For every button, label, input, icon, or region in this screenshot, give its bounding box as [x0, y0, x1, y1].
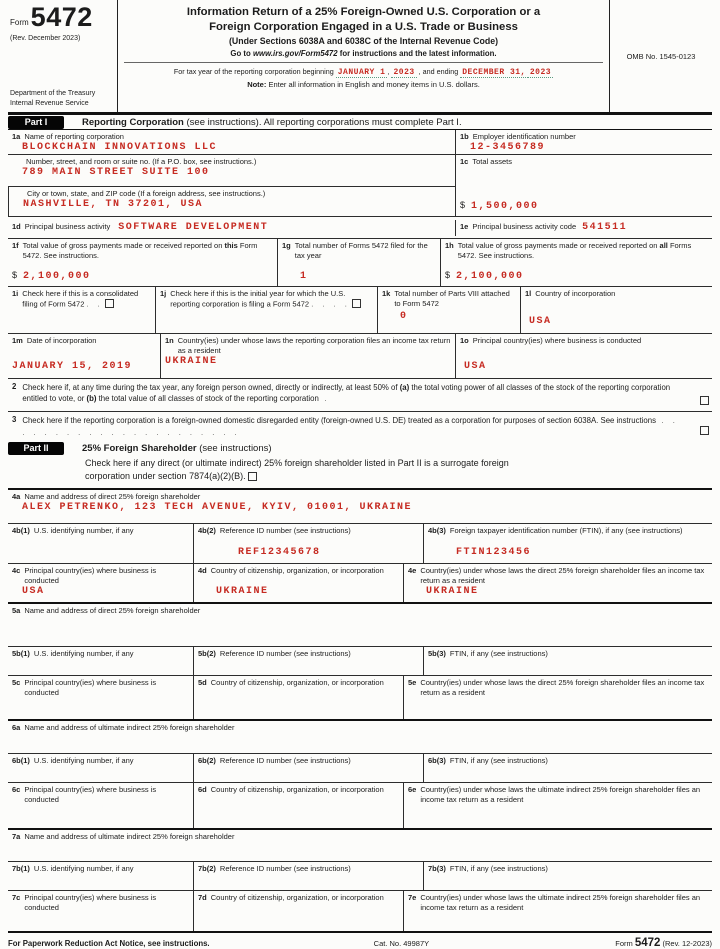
field-1b-label: Employer identification number: [472, 132, 576, 141]
form-revision: (Rev. December 2023): [10, 35, 81, 42]
field-1l-num: 1l: [525, 289, 532, 298]
field-7a: [8, 830, 712, 861]
line2-t2: the total voting power of all classes of the stock of the reporting corporation entitled to vote, or: [22, 383, 671, 404]
field-1l-value[interactable]: USA: [529, 316, 552, 327]
field-6d: [193, 783, 403, 828]
field-5b1-num: 5b(1): [12, 649, 30, 659]
checkbox-surrogate[interactable]: [248, 472, 257, 481]
field-1i-label: Check here if this is a consolidated filing of Form 5472: [22, 289, 139, 309]
field-7b3-num: 7b(3): [428, 864, 446, 874]
field-7e: [403, 891, 712, 931]
field-4e-label: Country(ies) under whose laws the direct 25% foreign shareholder files an income tax return as a resident: [420, 566, 705, 586]
part1-title: [82, 117, 462, 128]
field-1a-value[interactable]: BLOCKCHAIN INNOVATIONS LLC: [22, 142, 218, 154]
field-5c-num: 5c: [12, 678, 21, 688]
field-4b1: [8, 524, 193, 563]
part2-title-bold: 25% Foreign Shareholder: [82, 442, 197, 454]
field-4a: [8, 490, 712, 523]
field-7b2: [193, 862, 423, 890]
field-1m: [8, 334, 160, 378]
field-1j-num: 1j: [160, 289, 167, 298]
omb-block: [610, 0, 712, 112]
form-title-block: [118, 0, 610, 112]
field-5c: [8, 676, 193, 719]
checkbox-1j-initial-year[interactable]: [352, 299, 361, 308]
field-1l-label: Country of incorporation: [535, 289, 616, 298]
field-1c-label: Total assets: [472, 157, 512, 166]
field-1e-num: 1e: [460, 221, 469, 231]
field-city-label: City or town, state, and ZIP code (If a foreign address, see instructions.): [27, 189, 266, 198]
irs-url: www.irs.gov/Form5472: [252, 49, 338, 59]
field-7e-num: 7e: [408, 893, 417, 903]
field-7c: [8, 891, 193, 931]
field-5b3-num: 5b(3): [428, 649, 446, 659]
field-1g-num: 1g: [282, 241, 291, 250]
checkbox-line3-disregarded-entity[interactable]: [700, 426, 709, 435]
field-6e-num: 6e: [408, 785, 417, 795]
form-number-block: [8, 0, 118, 112]
field-1f-label-bold: this: [224, 241, 238, 250]
field-6c-num: 6c: [12, 785, 21, 795]
footer-revision: (Rev. 12-2023): [660, 939, 712, 949]
field-7b1-num: 7b(1): [12, 864, 30, 874]
field-4d: [193, 564, 403, 602]
surrogate-line1: Check here if any direct (or ultimate indirect) 25% foreign shareholder listed in Part II is a surrogate foreign: [85, 458, 509, 468]
field-7d-num: 7d: [198, 893, 207, 903]
form-header: [8, 0, 712, 115]
field-6b2-num: 6b(2): [198, 756, 216, 766]
row-4a: [8, 490, 712, 524]
field-1m-value[interactable]: JANUARY 15, 2019: [12, 361, 133, 372]
field-1k-num: 1k: [382, 289, 391, 298]
field-1n: [160, 334, 455, 378]
field-5a-num: 5a: [12, 606, 21, 616]
field-4c-label: Principal country(ies) where business is conducted: [24, 566, 157, 586]
field-4d-label: Country of citizenship, organization, or incorporation: [210, 566, 384, 576]
field-1f: [8, 239, 277, 286]
agency-block: [10, 89, 113, 109]
field-1b-num: 1b: [460, 132, 469, 141]
line2-text: [22, 382, 708, 409]
field-6b2-label: Reference ID number (see instructions): [219, 756, 351, 766]
line2-t3: the total value of all classes of stock of the reporting corporation: [96, 394, 319, 404]
field-1k: [377, 287, 520, 333]
field-5e: [403, 676, 712, 719]
field-1e: [455, 220, 712, 236]
field-1m-num: 1m: [12, 336, 23, 345]
field-7d-label: Country of citizenship, organization, or incorporation: [210, 893, 384, 903]
goto-prefix: Go to: [230, 49, 253, 59]
field-4c-num: 4c: [12, 566, 21, 576]
field-7a-label: Name and address of ultimate indirect 25% foreign shareholder: [24, 832, 235, 842]
field-4c: [8, 564, 193, 602]
field-1h-value[interactable]: 2,100,000: [456, 271, 524, 282]
line3-text: [22, 415, 708, 439]
field-4b3: [423, 524, 712, 563]
tax-year-line: [124, 62, 603, 77]
field-1j-label: Check here if this is the initial year for which the U.S. reporting corporation is filing a Form 5472: [170, 289, 346, 309]
row-5c: [8, 676, 712, 721]
tax-year-begin-field[interactable]: JANUARY 1: [337, 68, 386, 78]
field-1f-label-rest: Form 5472. See instructions.: [22, 241, 258, 261]
row-line3: [8, 412, 712, 441]
part1-title-rest: (see instructions). All reporting corporations must complete Part I.: [183, 116, 462, 128]
field-1o-label: Principal country(ies) where business is conducted: [472, 336, 642, 345]
field-6d-label: Country of citizenship, organization, or incorporation: [210, 785, 384, 795]
field-7e-label: Country(ies) under whose laws the ultimate indirect 25% foreign shareholder files an income tax return as a resident: [420, 893, 701, 913]
surrogate-line2: corporation under section 7874(a)(2)(B).: [85, 471, 246, 482]
field-1d-value[interactable]: SOFTWARE DEVELOPMENT: [118, 221, 269, 233]
field-1a-label: Name of reporting corporation: [24, 132, 124, 141]
row-line2: [8, 379, 712, 412]
paperwork-notice: For Paperwork Reduction Act Notice, see instructions.: [8, 938, 210, 948]
tax-year-sep: ,: [387, 67, 392, 77]
field-1h-label: Total value of gross payments made or received reported on: [457, 241, 660, 250]
part2-badge: Part II: [8, 442, 64, 455]
field-6a-label: Name and address of ultimate indirect 25% foreign shareholder: [24, 723, 235, 733]
field-address-value[interactable]: 789 MAIN STREET SUITE 100: [22, 167, 210, 179]
checkbox-1i-consolidated[interactable]: [105, 299, 114, 308]
field-7b3-label: FTIN, if any (see instructions): [449, 864, 548, 874]
field-1b: [455, 130, 712, 154]
field-1e-value[interactable]: 541511: [582, 221, 628, 233]
form-word: Form: [10, 18, 29, 27]
field-5d-label: Country of citizenship, organization, or incorporation: [210, 678, 384, 688]
field-1m-label: Date of incorporation: [26, 336, 97, 345]
tax-year-mid: , and ending: [418, 67, 459, 77]
field-4b2: [193, 524, 423, 563]
form-subtitle: (Under Sections 6038A and 6038C of the Internal Revenue Code): [228, 36, 499, 47]
field-4a-num: 4a: [12, 492, 21, 502]
agency-line-2: Internal Revenue Service: [10, 100, 89, 108]
field-4b3-label: Foreign taxpayer identification number (FTIN), if any (see instructions): [449, 526, 683, 536]
row-5a: [8, 604, 712, 647]
field-6b2: [193, 754, 423, 782]
field-5b3-label: FTIN, if any (see instructions): [449, 649, 548, 659]
field-6b3-num: 6b(3): [428, 756, 446, 766]
form-title-line2: Foreign Corporation Engaged in a U.S. Trade or Business: [209, 20, 518, 33]
dollar-sign: $: [445, 270, 451, 280]
surrogate-line2-wrap: [85, 470, 712, 483]
field-1g-value[interactable]: 1: [300, 271, 308, 282]
row-1m: [8, 334, 712, 379]
field-1h: [440, 239, 712, 286]
form-title: [124, 5, 603, 34]
field-1h-label-bold: all: [659, 241, 668, 250]
dot-leader: . . . .: [311, 299, 351, 309]
field-5c-label: Principal country(ies) where business is conducted: [24, 678, 157, 698]
field-7a-num: 7a: [12, 832, 21, 842]
part2-title-rest: (see instructions): [196, 442, 272, 454]
field-1a: [8, 130, 455, 154]
field-1l: [520, 287, 712, 333]
surrogate-section: [8, 455, 712, 490]
field-4a-value[interactable]: ALEX PETRENKO, 123 TECH AVENUE, KYIV, 01001, UKRAINE: [22, 502, 413, 514]
field-1c: [455, 155, 712, 216]
field-1f-value[interactable]: 2,100,000: [23, 271, 91, 282]
field-6a-num: 6a: [12, 723, 21, 733]
field-7b3: [423, 862, 712, 890]
catalog-number: Cat. No. 49987Y: [373, 938, 430, 948]
field-6b3-label: FTIN, if any (see instructions): [449, 756, 548, 766]
field-4e-num: 4e: [408, 566, 417, 576]
field-4d-value[interactable]: UKRAINE: [216, 586, 269, 598]
form-number: 5472: [30, 2, 93, 32]
field-5d-num: 5d: [198, 678, 207, 688]
dot-leader: .: [318, 394, 330, 404]
field-5b2-num: 5b(2): [198, 649, 216, 659]
field-7c-label: Principal country(ies) where business is conducted: [24, 893, 157, 913]
footer-form-id: [505, 937, 712, 949]
form-footer: [8, 931, 712, 949]
line3-num: 3: [12, 415, 17, 424]
tax-year-end-field[interactable]: DECEMBER 31,: [462, 68, 526, 78]
field-1n-label: Country(ies) under whose laws the reporting corporation files an income tax return as a resident: [177, 336, 451, 356]
field-7b1-label: U.S. identifying number, if any: [33, 864, 134, 874]
row-7c: [8, 891, 712, 931]
field-6b1: [8, 754, 193, 782]
field-4b1-label: U.S. identifying number, if any: [33, 526, 134, 536]
field-1k-label: Total number of Parts VIII attached to Form 5472: [394, 289, 510, 309]
field-7b2-label: Reference ID number (see instructions): [219, 864, 351, 874]
row-7b: [8, 862, 712, 891]
field-address: [8, 155, 455, 187]
field-7c-num: 7c: [12, 893, 21, 903]
field-4b2-value[interactable]: REF12345678: [238, 547, 321, 559]
dollar-sign: $: [460, 200, 466, 210]
line3-t1: Check here if the reporting corporation is a foreign-owned domestic disregarded entity (foreign-owned U.S. DE) treated as a corporation for purposes of section 6038A. See instructions: [22, 416, 656, 425]
part1-badge: Part I: [8, 116, 64, 129]
note-line: [124, 80, 603, 89]
field-5b3: [423, 647, 712, 675]
field-1h-label-rest: Forms 5472. See instructions.: [457, 241, 692, 261]
field-4b2-num: 4b(2): [198, 526, 216, 536]
line2-bold-a: (a): [399, 383, 410, 392]
field-4b2-label: Reference ID number (see instructions): [219, 526, 351, 536]
field-5b1: [8, 647, 193, 675]
field-5a-label: Name and address of direct 25% foreign shareholder: [24, 606, 201, 616]
goto-line: [124, 49, 603, 62]
row-6b: [8, 754, 712, 783]
part1-bar: [8, 115, 712, 130]
field-1i: [8, 287, 155, 333]
field-address-label: Number, street, and room or suite no. (If a P.O. box, see instructions.): [26, 157, 257, 166]
field-4b3-num: 4b(3): [428, 526, 446, 536]
row-address-1c: [8, 155, 712, 217]
field-4a-label: Name and address of direct 25% foreign shareholder: [24, 492, 201, 502]
field-1g-label: Total number of Forms 5472 filed for the tax year: [294, 241, 428, 261]
field-1c-value[interactable]: 1,500,000: [471, 201, 539, 212]
field-1d: [8, 220, 455, 236]
field-1b-value[interactable]: 12-3456789: [470, 142, 546, 154]
row-1i: [8, 287, 712, 334]
row-7a: [8, 830, 712, 862]
field-5a: [8, 604, 712, 646]
field-1k-value[interactable]: 0: [400, 311, 408, 322]
field-1c-num: 1c: [460, 157, 469, 166]
field-1j: [155, 287, 377, 333]
field-6b1-num: 6b(1): [12, 756, 30, 766]
goto-suffix: for instructions and the latest information.: [337, 49, 497, 59]
line2-bold-b: (b): [86, 394, 97, 404]
field-1d-num: 1d: [12, 221, 21, 231]
row-6a: [8, 721, 712, 754]
row-1f: [8, 239, 712, 287]
field-1n-num: 1n: [165, 336, 174, 345]
note-label: Note:: [247, 80, 267, 90]
field-6e: [403, 783, 712, 828]
field-6b3: [423, 754, 712, 782]
note-text: Enter all information in English and money items in U.S. dollars.: [266, 80, 480, 90]
row-1d: [8, 217, 712, 239]
field-1d-label: Principal business activity: [24, 221, 111, 231]
field-6b1-label: U.S. identifying number, if any: [33, 756, 134, 766]
row-4c: [8, 564, 712, 604]
field-6d-num: 6d: [198, 785, 207, 795]
field-5b1-label: U.S. identifying number, if any: [33, 649, 134, 659]
field-4e: [403, 564, 712, 602]
field-6c: [8, 783, 193, 828]
field-1o-num: 1o: [460, 336, 469, 345]
tax-year-end-year-field[interactable]: 2023: [529, 68, 552, 78]
line2-num: 2: [12, 382, 17, 391]
field-5b2: [193, 647, 423, 675]
dollar-sign: $: [12, 270, 18, 280]
field-7b1: [8, 862, 193, 890]
field-5e-label: Country(ies) under whose laws the direct 25% foreign shareholder files an income tax return as a resident: [420, 678, 705, 698]
field-7b2-num: 7b(2): [198, 864, 216, 874]
row-5b: [8, 647, 712, 676]
dot-leader: . .: [86, 299, 104, 309]
field-6e-label: Country(ies) under whose laws the ultimate indirect 25% foreign shareholder files an income tax return as a resident: [420, 785, 701, 805]
field-1i-num: 1i: [12, 289, 19, 298]
field-4e-value[interactable]: UKRAINE: [426, 586, 479, 598]
field-1o: [455, 334, 712, 378]
field-1f-label: Total value of gross payments made or received reported on: [22, 241, 225, 250]
field-1g: [277, 239, 440, 286]
row-4b: [8, 524, 712, 564]
field-4b1-num: 4b(1): [12, 526, 30, 536]
part1-title-bold: Reporting Corporation: [82, 116, 184, 128]
field-4b3-value[interactable]: FTIN123456: [456, 547, 532, 559]
row-1a: [8, 130, 712, 155]
agency-line-1: Department of the Treasury: [10, 90, 96, 98]
tax-year-begin-year-field[interactable]: 2023: [393, 68, 415, 78]
tax-year-prefix: For tax year of the reporting corporation beginning: [173, 67, 334, 77]
field-1f-num: 1f: [12, 241, 19, 250]
footer-form-number: 5472: [634, 937, 661, 949]
field-6a: [8, 721, 712, 753]
checkbox-line2-foreign-owned[interactable]: [700, 396, 709, 405]
field-1h-num: 1h: [445, 241, 454, 250]
field-5b2-label: Reference ID number (see instructions): [219, 649, 351, 659]
field-6c-label: Principal country(ies) where business is conducted: [24, 785, 157, 805]
field-4d-num: 4d: [198, 566, 207, 576]
part2-bar: [8, 441, 712, 455]
field-7d: [193, 891, 403, 931]
part2-title: [82, 443, 272, 454]
field-5e-num: 5e: [408, 678, 417, 688]
dot-leader: . . . . . . . . . . . . . . . . . . . . . .: [22, 416, 679, 437]
field-1o-value[interactable]: USA: [464, 361, 487, 372]
field-city-value[interactable]: NASHVILLE, TN 37201, USA: [23, 199, 204, 211]
field-1e-label: Principal business activity code: [472, 221, 577, 231]
footer-form-word: Form: [615, 939, 635, 949]
field-1n-value[interactable]: UKRAINE: [165, 356, 218, 368]
field-5d: [193, 676, 403, 719]
line2-t1: Check here if, at any time during the tax year, any foreign person owned, directly or indirectly, at least 50% of: [22, 383, 400, 392]
omb-number: OMB No. 1545-0123: [626, 51, 696, 61]
field-1a-num: 1a: [12, 132, 21, 141]
field-city: [8, 187, 455, 216]
row-6c: [8, 783, 712, 830]
field-4c-value[interactable]: USA: [22, 586, 45, 598]
form-title-line1: Information Return of a 25% Foreign-Owned U.S. Corporation or a: [186, 6, 541, 18]
